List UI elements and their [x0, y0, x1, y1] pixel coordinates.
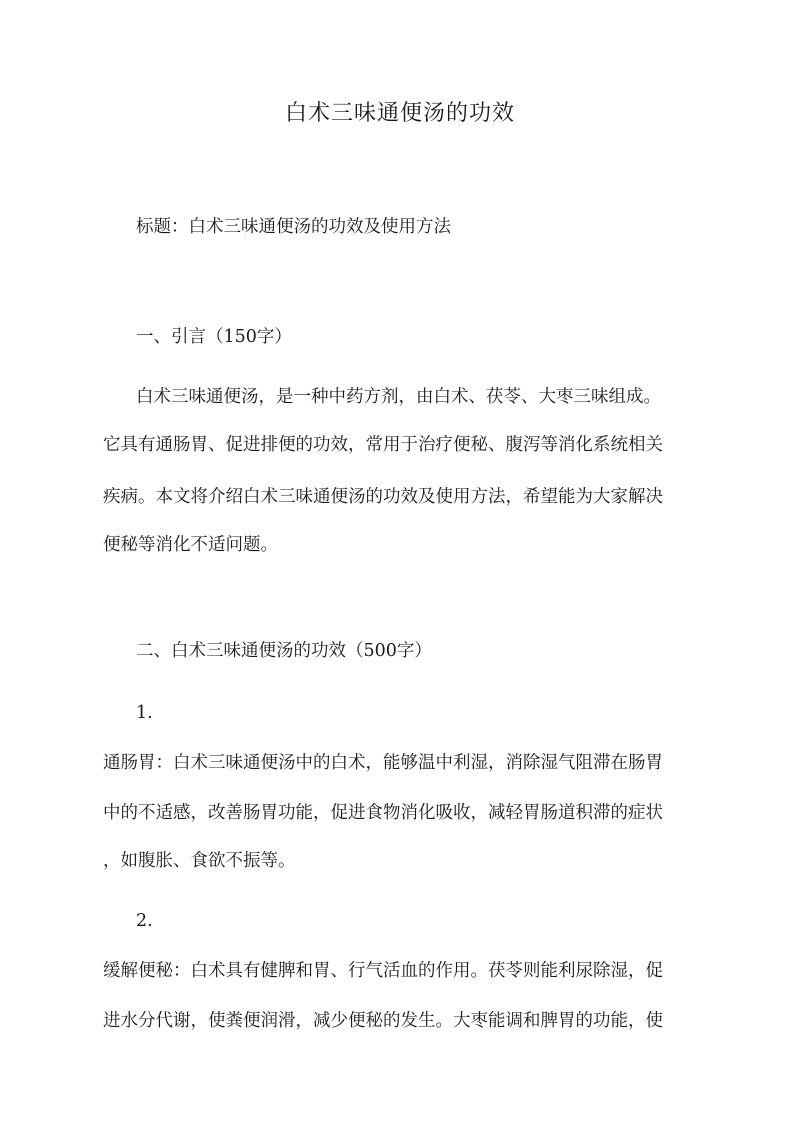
item2-number: 2.	[136, 911, 153, 931]
item2-line-1: 缓解便秘：白术具有健脾和胃、行气活血的作用。茯苓则能利尿除湿，促	[103, 961, 663, 981]
document-title: 白术三味通便汤的功效	[284, 101, 515, 126]
document-subtitle: 标题：白术三味通便汤的功效及使用方法	[136, 217, 451, 237]
section1-line-4: 便秘等消化不适问题。	[103, 535, 278, 555]
section1-line-3: 疾病。本文将介绍白术三味通便汤的功效及使用方法，希望能为大家解决	[103, 487, 663, 507]
section1-line-2: 它具有通肠胃、促进排便的功效，常用于治疗便秘、腹泻等消化系统相关	[103, 435, 663, 455]
item1-line-3: ，如腹胀、食欲不振等。	[103, 851, 296, 871]
section1-line-1: 白术三味通便汤，是一种中药方剂，由白术、茯苓、大枣三味组成。	[136, 387, 661, 407]
item2-line-2: 进水分代谢，使粪便润滑，减少便秘的发生。大枣能调和脾胃的功能，使	[103, 1011, 663, 1031]
item1-line-2: 中的不适感，改善肠胃功能，促进食物消化吸收，减轻胃肠道积滞的症状	[103, 803, 663, 823]
section1-heading: 一、引言（150字）	[136, 327, 292, 347]
section2-heading: 二、白术三味通便汤的功效（500字）	[136, 641, 432, 661]
item1-line-1: 通肠胃：白术三味通便汤中的白术，能够温中利湿，消除湿气阻滞在肠胃	[103, 753, 663, 773]
item1-number: 1.	[136, 703, 153, 723]
